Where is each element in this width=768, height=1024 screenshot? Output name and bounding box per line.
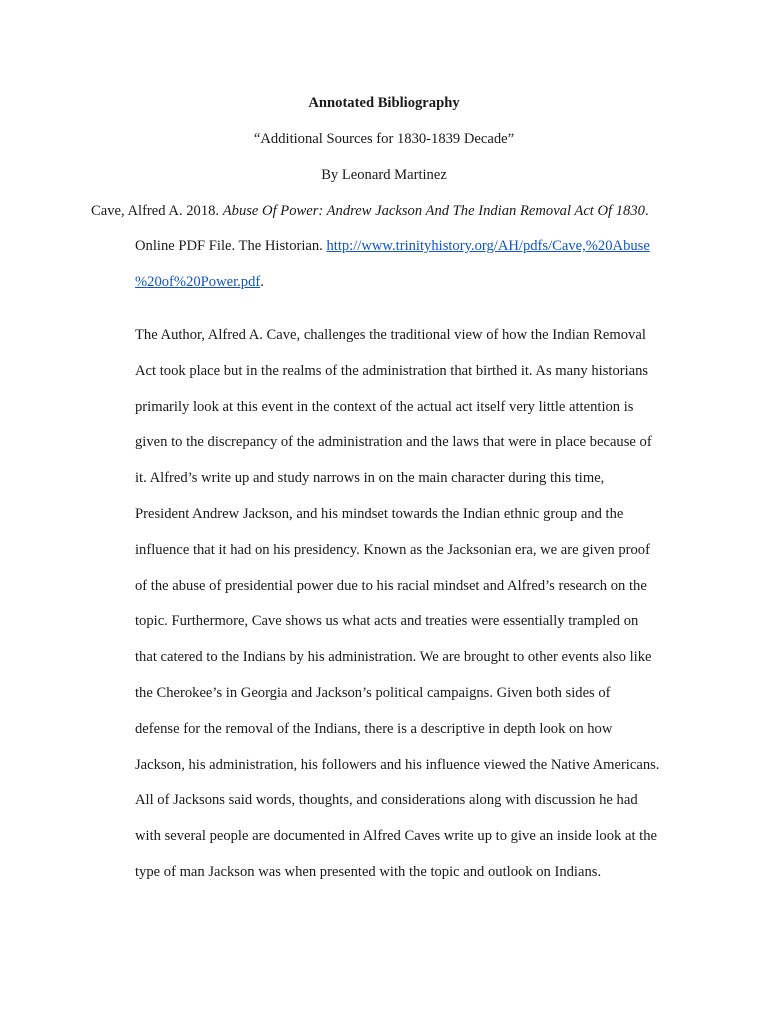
annotation-paragraph bbox=[135, 325, 680, 898]
annotation-line: Jackson, his administration, his followers and his influence viewed the Native Americans. bbox=[135, 756, 660, 773]
annotation-line: that catered to the Indians by his administration. We are brought to other events also like bbox=[135, 649, 652, 666]
annotation-line: it. Alfred’s write up and study narrows in on the main character during this time, bbox=[135, 470, 605, 487]
annotation-line: President Andrew Jackson, and his mindset towards the Indian ethnic group and the bbox=[135, 505, 624, 522]
document-title: Annotated Bibliography bbox=[308, 95, 460, 111]
citation-line-1 bbox=[91, 201, 649, 221]
citation-line-3 bbox=[135, 272, 264, 292]
annotation-line: Act took place but in the realms of the administration that birthed it. As many historians bbox=[135, 362, 649, 379]
citation-format-publisher: Online PDF File. The Historian. bbox=[135, 238, 327, 254]
citation-title-end: . bbox=[644, 203, 649, 219]
annotation-line: topic. Furthermore, Cave shows us what acts and treaties were essentially trampled on bbox=[135, 613, 639, 630]
annotation-line: type of man Jackson was when presented with the topic and outlook on Indians. bbox=[135, 863, 602, 880]
annotation-line: with several people are documented in Alfred Caves write up to give an inside look at the bbox=[135, 828, 657, 845]
annotation-line: All of Jacksons said words, thoughts, and considerations along with discussion he had bbox=[135, 792, 638, 809]
citation-url-end: . bbox=[260, 274, 264, 290]
citation-url-link-part-1[interactable]: http://www.trinityhistory.org/AH/pdfs/Cave,%20Abuse bbox=[326, 238, 650, 254]
annotation-line: primarily look at this event in the context of the actual act itself very little attention is bbox=[135, 398, 634, 415]
document-subtitle: “Additional Sources for 1830-1839 Decade” bbox=[253, 131, 515, 147]
annotation-line: influence that it had on his presidency. Known as the Jacksonian era, we are given proof bbox=[135, 541, 650, 558]
citation-line-2 bbox=[135, 236, 650, 256]
annotation-line: given to the discrepancy of the administration and the laws that were in place because of bbox=[135, 434, 652, 451]
annotation-line: the Cherokee’s in Georgia and Jackson’s political campaigns. Given both sides of bbox=[135, 684, 611, 701]
annotation-line: of the abuse of presidential power due to his racial mindset and Alfred’s research on the bbox=[135, 577, 647, 594]
annotation-line: defense for the removal of the Indians, there is a descriptive in depth look on how bbox=[135, 720, 613, 737]
annotation-line: The Author, Alfred A. Cave, challenges the traditional view of how the Indian Removal bbox=[135, 327, 646, 343]
document-byline: By Leonard Martinez bbox=[321, 167, 447, 183]
citation-url-link-part-2[interactable]: %20of%20Power.pdf bbox=[135, 274, 261, 290]
citation-work-title: Abuse Of Power: Andrew Jackson And The Indian Removal Act Of 1830 bbox=[222, 203, 645, 219]
citation-author-year: Cave, Alfred A. 2018. bbox=[91, 203, 223, 219]
